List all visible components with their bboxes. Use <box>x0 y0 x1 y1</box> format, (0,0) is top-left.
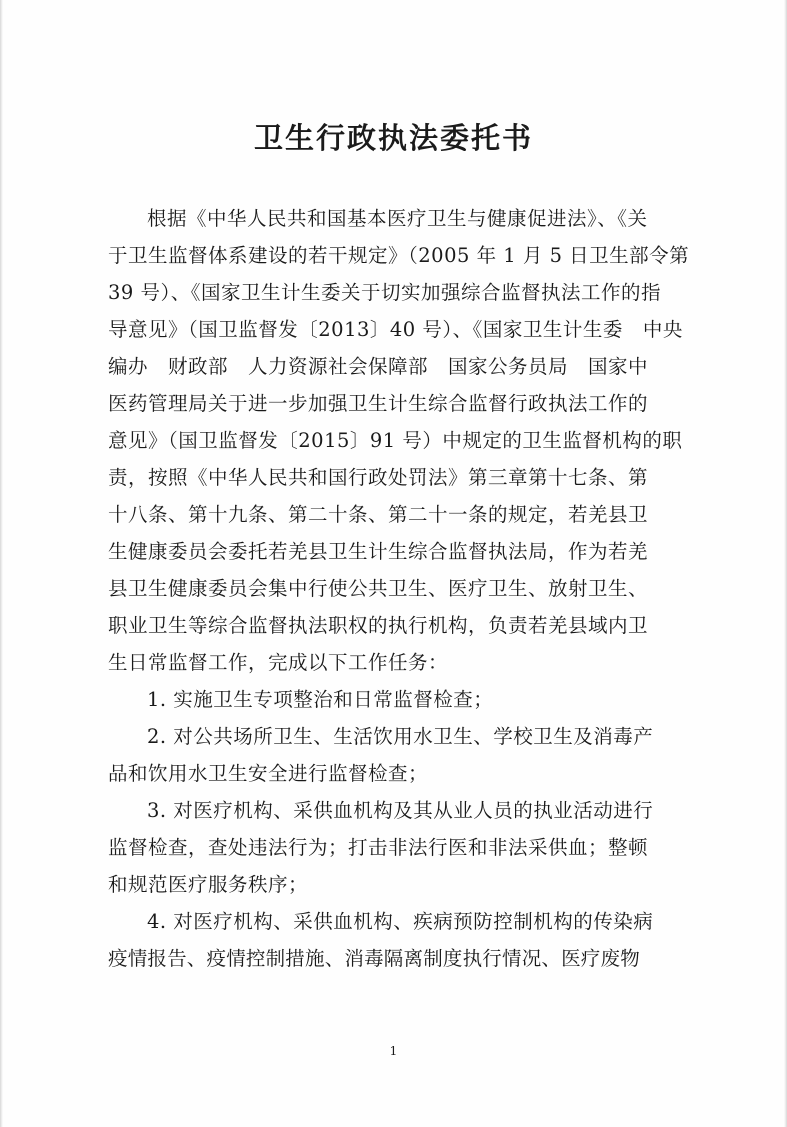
task-item-3: 3. 对医疗机构、采供血机构及其从业人员的执业活动进行 <box>147 799 654 822</box>
task-item-1: 1. 实施卫生专项整治和日常监督检查； <box>147 688 494 711</box>
paragraph-line: 39 号）、《国家卫生计生委关于切实加强综合监督执法工作的指 <box>108 281 662 304</box>
paragraph-line: 导意见》（国卫监督发〔2013〕40 号）、《国家卫生计生委 中央 <box>108 318 683 341</box>
task-item-3-cont: 监督检查，查处违法行为；打击非法行医和非法采供血；整顿 <box>108 836 649 859</box>
paragraph-line: 于卫生监督体系建设的若干规定》（2005 年 1 月 5 日卫生部令第 <box>108 244 690 267</box>
paragraph-line: 县卫生健康委员会集中行使公共卫生、医疗卫生、放射卫生、 <box>108 577 649 600</box>
scan-edge-left <box>0 0 3 1127</box>
task-item-2: 2. 对公共场所卫生、生活饮用水卫生、学校卫生及消毒产 <box>147 725 654 748</box>
paragraph-line: 职业卫生等综合监督执法职权的执行机构，负责若羌县域内卫 <box>108 614 649 637</box>
paragraph-line: 意见》（国卫监督发〔2015〕91 号）中规定的卫生监督机构的职 <box>108 429 683 452</box>
document-title: 卫生行政执法委托书 <box>253 121 533 155</box>
paragraph-line: 责，按照《中华人民共和国行政处罚法》第三章第十七条、第 <box>108 466 649 489</box>
task-item-4: 4. 对医疗机构、采供血机构、疾病预防控制机构的传染病 <box>147 910 654 933</box>
document-body <box>108 200 692 977</box>
page-number: 1 <box>389 1044 398 1058</box>
paragraph-line: 医药管理局关于进一步加强卫生计生综合监督行政执法工作的 <box>108 392 649 415</box>
task-item-3-cont: 和规范医疗服务秩序； <box>108 873 309 896</box>
task-item-2-cont: 品和饮用水卫生安全进行监督检查； <box>108 762 429 785</box>
paragraph-line: 编办 财政部 人力资源社会保障部 国家公务员局 国家中 <box>108 355 649 378</box>
paragraph-line: 十八条、第十九条、第二十条、第二十一条的规定，若羌县卫 <box>108 503 649 526</box>
paragraph-line: 根据《中华人民共和国基本医疗卫生与健康促进法》、《关 <box>147 207 648 230</box>
paragraph-line: 生健康委员会委托若羌县卫生计生综合监督执法局，作为若羌 <box>108 540 649 563</box>
task-item-4-cont: 疫情报告、疫情控制措施、消毒隔离制度执行情况、医疗废物 <box>108 947 640 970</box>
paragraph-line: 生日常监督工作，完成以下工作任务： <box>108 651 449 674</box>
